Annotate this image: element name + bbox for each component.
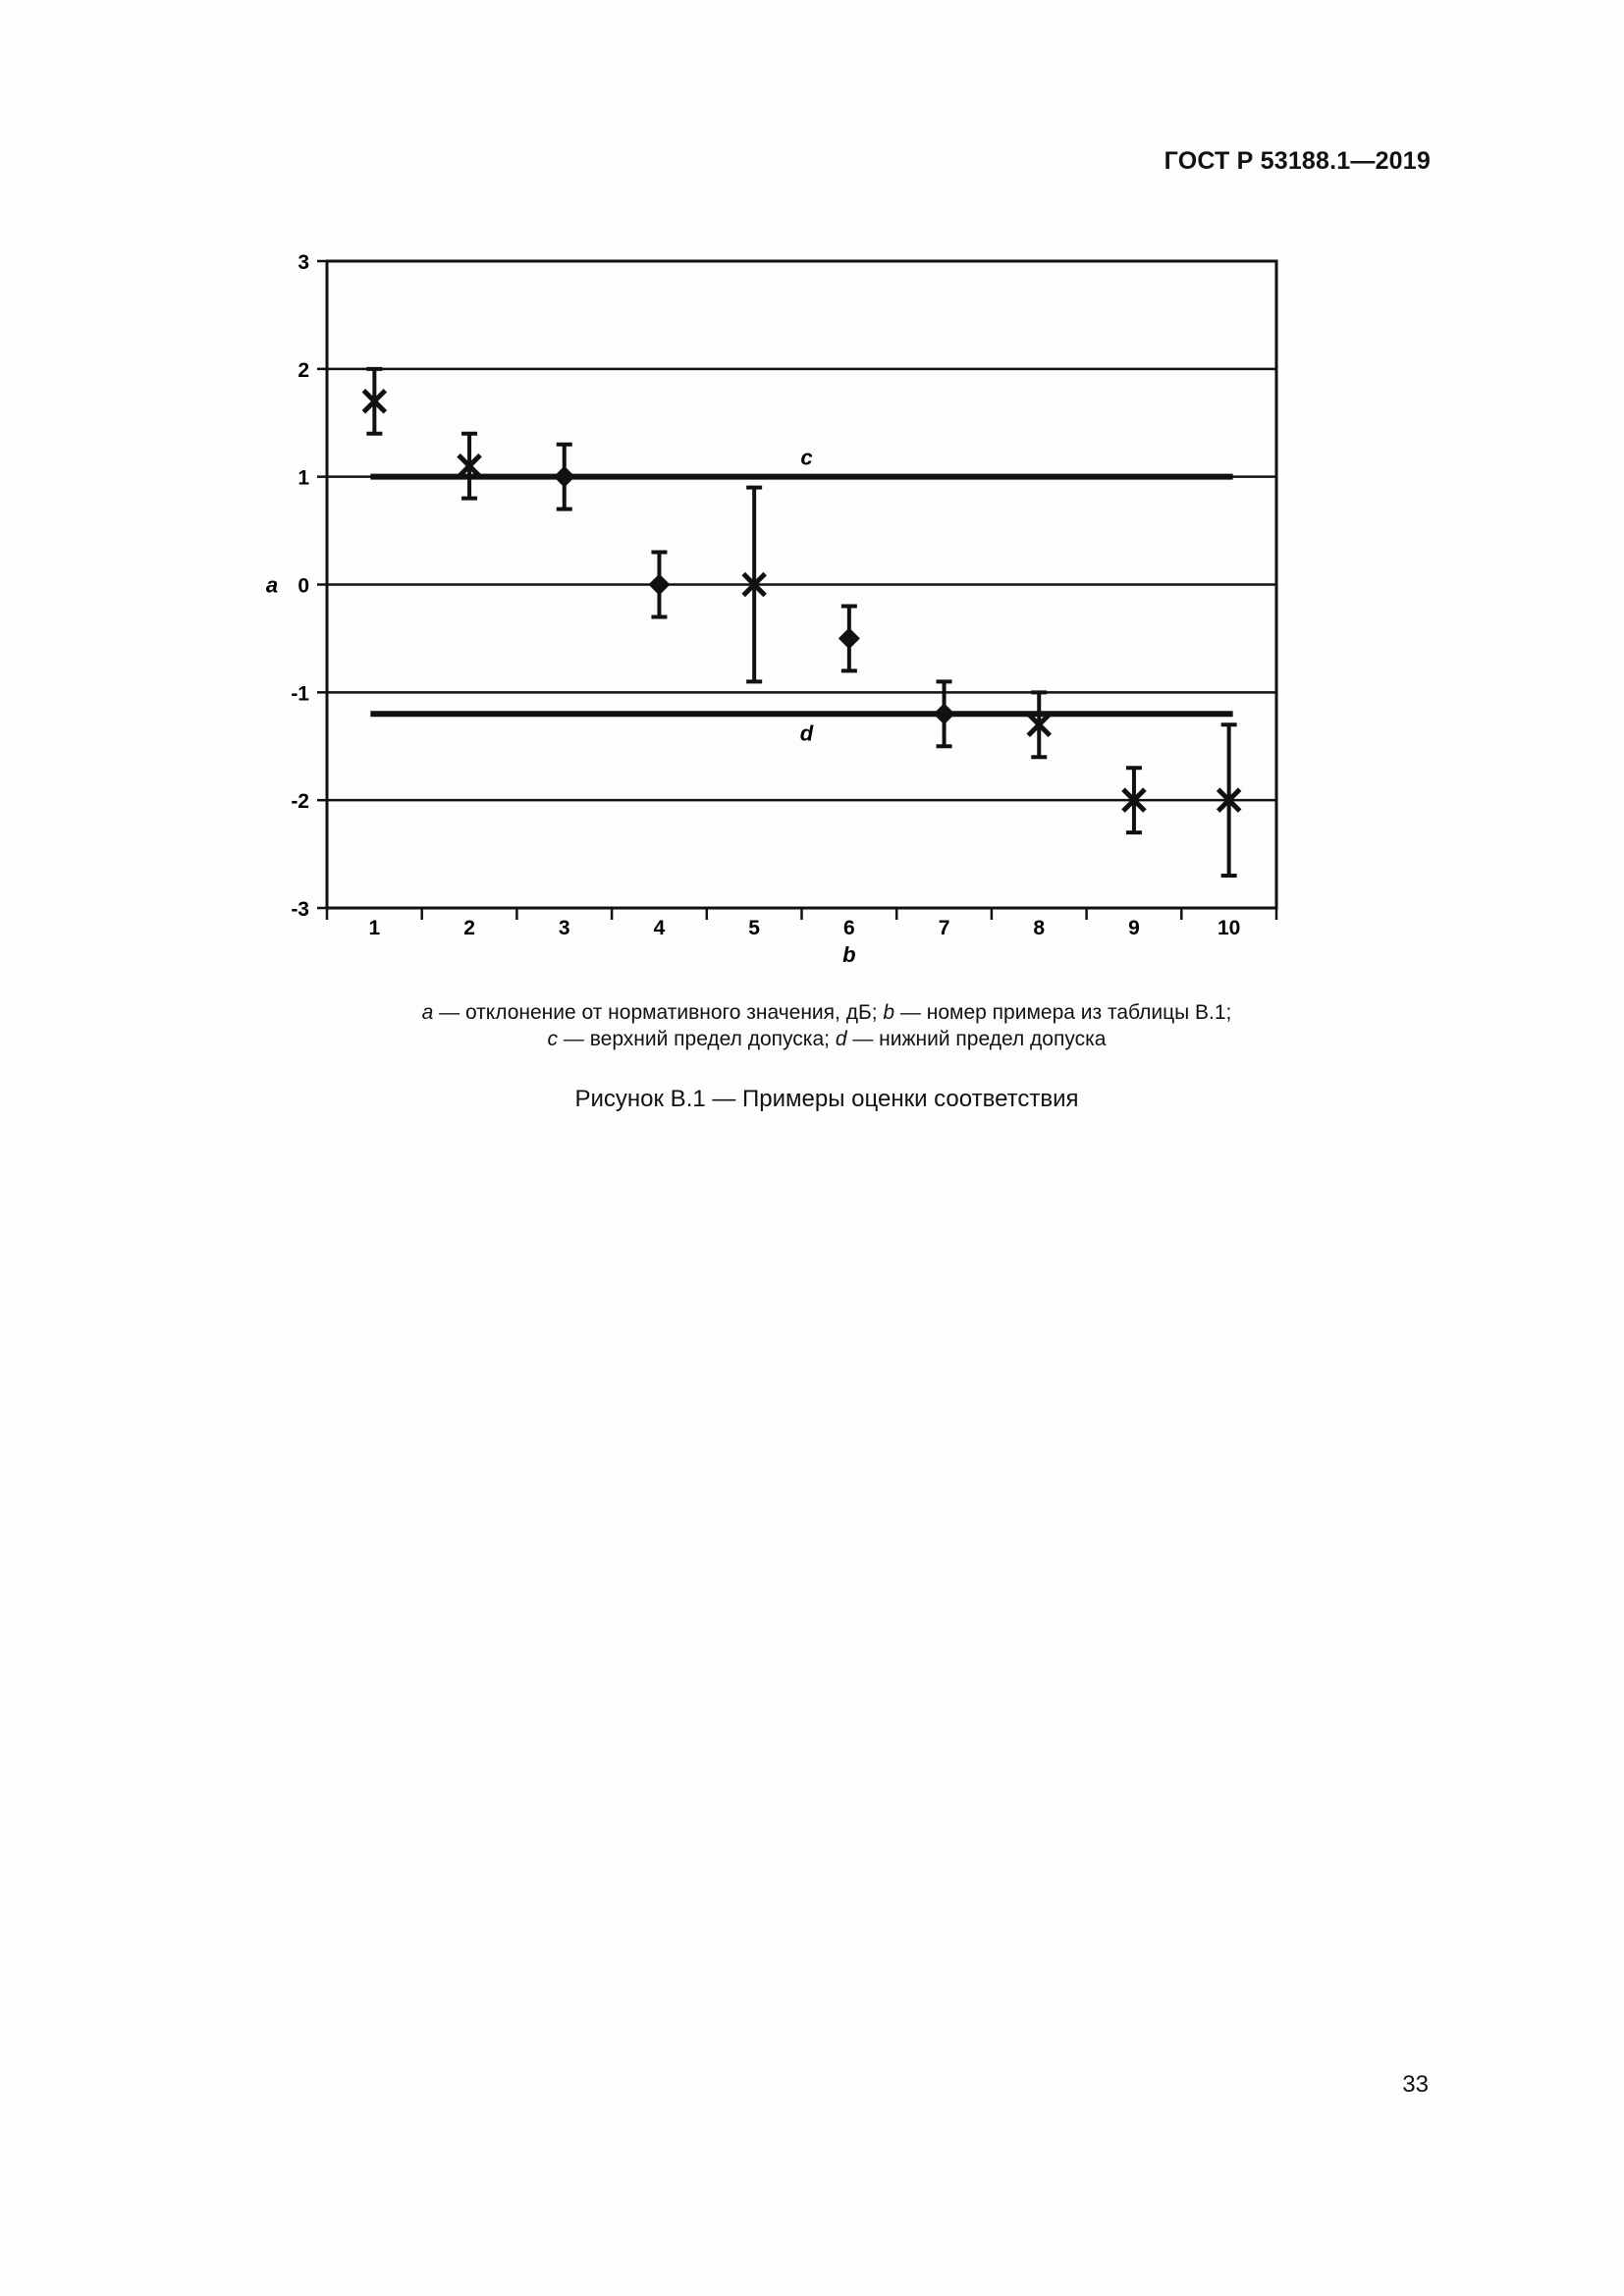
page-number: 33 [1402, 2071, 1429, 2098]
limit-label-c: c [800, 445, 813, 470]
legend-key-a: a [421, 1001, 434, 1024]
tolerance-limits [370, 477, 1232, 715]
x-axis-label: b [842, 942, 856, 967]
legend-text-a: — отклонение от нормативного значения, дБ; [433, 1001, 884, 1024]
x-tick-label: 5 [748, 917, 760, 939]
data-point [459, 434, 480, 499]
legend-text-d: — нижний предел допуска [846, 1028, 1107, 1050]
y-tick-label: 2 [298, 358, 309, 382]
diamond-marker [934, 703, 955, 724]
y-axis-label: a [265, 572, 279, 598]
data-point [1028, 692, 1050, 757]
y-tick-label: -2 [291, 790, 309, 814]
x-tick-label: 9 [1128, 917, 1140, 939]
legend-line-2 [29, 1026, 1624, 1052]
data-point [839, 606, 860, 670]
diamond-marker [839, 627, 860, 649]
figure-legend [0, 999, 1624, 1052]
y-tick-label: 3 [298, 251, 309, 274]
figure-caption: Рисунок В.1 — Примеры оценки соответствия [574, 1086, 1079, 1112]
x-tick-label: 6 [843, 917, 855, 939]
y-tick-label: 1 [298, 466, 309, 490]
x-tick-label: 7 [938, 917, 950, 939]
legend-text-b: — номер примера из таблицы В.1; [894, 1001, 1232, 1024]
legend-key-c: c [547, 1028, 559, 1050]
data-point [648, 553, 670, 617]
x-tick-label: 1 [368, 917, 381, 939]
limit-label-d: d [799, 721, 814, 746]
conformity-chart [0, 0, 1624, 982]
x-tick-label: 4 [653, 917, 666, 939]
legend-key-d: d [835, 1028, 847, 1050]
x-tick-label: 8 [1033, 917, 1046, 939]
y-tick-label: -1 [291, 682, 309, 706]
x-tick-label: 10 [1217, 917, 1241, 939]
x-tick-label: 2 [463, 917, 475, 939]
legend-line-1 [29, 999, 1624, 1026]
y-tick-label: -3 [291, 898, 309, 921]
legend-key-b: b [883, 1001, 895, 1024]
diamond-marker [648, 574, 670, 596]
legend-text-c: — верхний предел допуска; [558, 1028, 836, 1050]
diamond-marker [554, 466, 575, 488]
data-point [363, 369, 385, 434]
x-tick-label: 3 [558, 917, 570, 939]
data-point [554, 445, 575, 509]
standard-number: ГОСТ Р 53188.1—2019 [1164, 147, 1431, 175]
y-tick-label: 0 [298, 574, 309, 598]
